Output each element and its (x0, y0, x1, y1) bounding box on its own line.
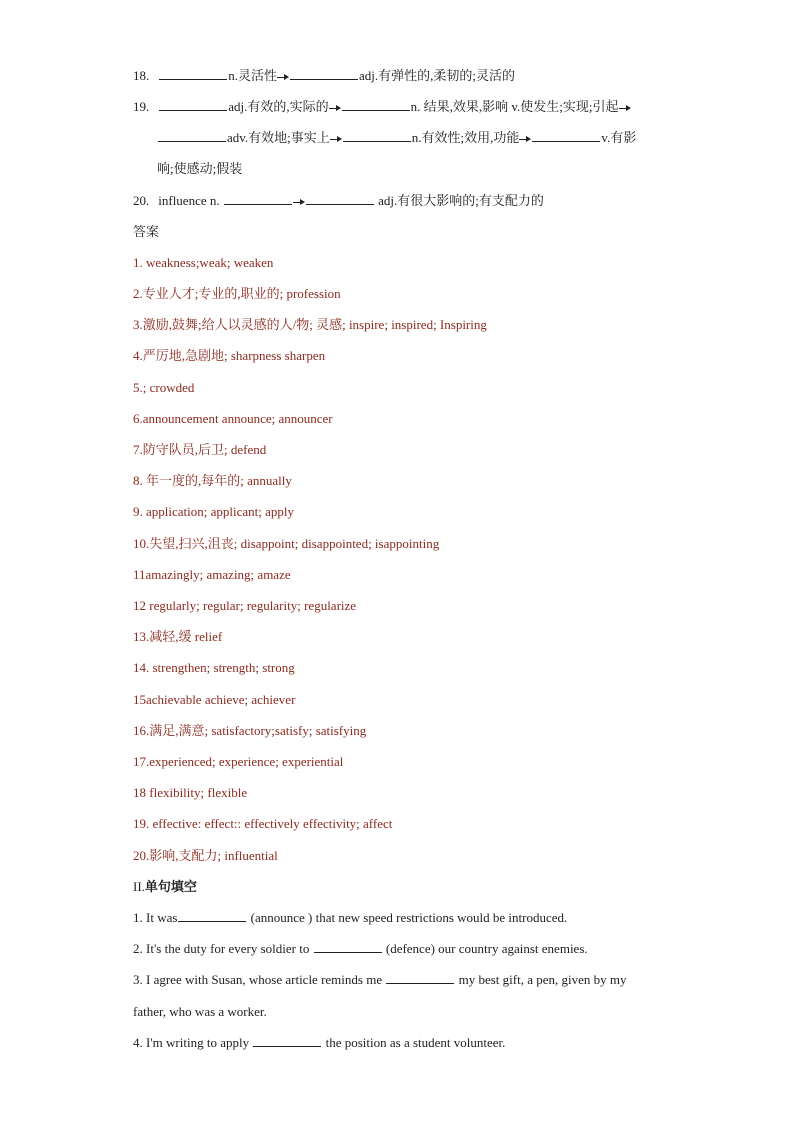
answer-line: 10.失望,扫兴,沮丧; disappoint; disappointed; isappointing (133, 536, 440, 551)
answer-line: 9. application; applicant; apply (133, 504, 295, 519)
question-number: 18. (133, 68, 150, 83)
sentence-text: (announce ) that new speed restrictions would be introduced. (247, 910, 568, 925)
fill-sentence-3 (133, 971, 627, 989)
answer-blank[interactable] (314, 940, 382, 953)
exercise-19-wrap (157, 160, 242, 178)
answer-line: 4.严厉地,急剧地; sharpness sharpen (133, 348, 326, 363)
arrow-right-icon (293, 197, 305, 207)
sentence-text: my best gift, a pen, given by my (455, 972, 627, 987)
fill-sentence-3-continued (133, 1003, 267, 1021)
arrow-right-icon (277, 72, 289, 82)
answer-line: 7.防守队员,后卫; defend (133, 442, 267, 457)
fill-sentence-4 (133, 1034, 505, 1052)
exercise-19 (133, 98, 631, 116)
fill-sentence-1 (133, 909, 567, 927)
answer-line: 20.影响,支配力; influential (133, 848, 278, 863)
answer-line: 17.experienced; experience; experiential (133, 754, 344, 769)
answer-line: 14. strengthen; strength; strong (133, 660, 295, 675)
arrow-right-icon (330, 134, 342, 144)
arrow-right-icon (329, 103, 341, 113)
definition-text: adj.有弹性的,柔韧的;灵活的 (359, 68, 516, 83)
definition-text: v.有影 (601, 130, 637, 145)
answer-blank[interactable] (224, 192, 292, 205)
sentence-text: (defence) our country against enemies. (382, 941, 588, 956)
answer-line: 8. 年一度的,每年的; annually (133, 473, 292, 488)
section-heading (133, 878, 197, 896)
definition-text: adv.有效地;事实上 (227, 130, 330, 145)
answer-blank[interactable] (159, 98, 227, 111)
answer-line: 19. effective: effect:: effectively effectivity; affect (133, 816, 393, 831)
section-title: 单句填空 (144, 879, 197, 894)
answer-line: 15achievable achieve; achiever (133, 692, 296, 707)
answer-line: 11amazingly; amazing; amaze (133, 567, 291, 582)
arrow-right-icon (519, 134, 531, 144)
sentence-text: 3. I agree with Susan, whose article reminds me (133, 972, 386, 987)
exercise-20 (133, 192, 544, 210)
answer-line: 1. weakness;weak; weaken (133, 255, 274, 270)
sentence-text: 4. I'm writing to apply (133, 1035, 253, 1050)
answer-blank[interactable] (290, 67, 358, 80)
definition-text: n.灵活性 (228, 68, 278, 83)
answer-line: 2.专业人才;专业的,职业的; profession (133, 286, 341, 301)
answer-line: 18 flexibility; flexible (133, 785, 248, 800)
answer-blank[interactable] (178, 909, 246, 922)
sentence-text: father, who was a worker. (133, 1004, 267, 1019)
answers-heading: 答案 (133, 224, 160, 239)
sentence-text: the position as a student volunteer. (322, 1035, 506, 1050)
exercise-19-continued (157, 129, 636, 147)
answer-blank[interactable] (253, 1034, 321, 1047)
answer-blank[interactable] (342, 98, 410, 111)
answer-line: 12 regularly; regular; regularity; regularize (133, 598, 357, 613)
fill-sentence-2 (133, 940, 588, 958)
answer-blank[interactable] (532, 129, 600, 142)
sentence-text: 1. It was (133, 910, 178, 925)
question-number: 20. (133, 193, 150, 208)
exercise-18 (133, 67, 515, 85)
section-prefix: II. (133, 879, 145, 894)
answer-line: 16.满足,满意; satisfactory;satisfy; satisfying (133, 723, 367, 738)
answer-blank[interactable] (158, 129, 226, 142)
arrow-right-icon (619, 103, 631, 113)
answer-line: 5.; crowded (133, 380, 195, 395)
answer-line: 6.announcement announce; announcer (133, 411, 333, 426)
answer-blank[interactable] (306, 192, 374, 205)
answer-blank[interactable] (343, 129, 411, 142)
definition-text: n.有效性;效用,功能 (411, 130, 520, 145)
definition-text: adj.有很大影响的;有支配力的 (378, 193, 544, 208)
sentence-text: 2. It's the duty for every soldier to (133, 941, 313, 956)
definition-text: adj.有效的,实际的 (228, 99, 329, 114)
answer-line: 13.减轻,缓 relief (133, 629, 223, 644)
answer-line: 3.激励,鼓舞;给人以灵感的人/物; 灵感; inspire; inspired; Inspiring (133, 317, 487, 332)
definition-text: 响;使感动;假装 (157, 161, 243, 176)
answer-blank[interactable] (159, 67, 227, 80)
answer-blank[interactable] (386, 971, 454, 984)
definition-text: influence n. (158, 193, 220, 208)
definition-text: n. 结果,效果,影响 v.使发生;实现;引起 (410, 99, 619, 114)
question-number: 19. (133, 99, 150, 114)
